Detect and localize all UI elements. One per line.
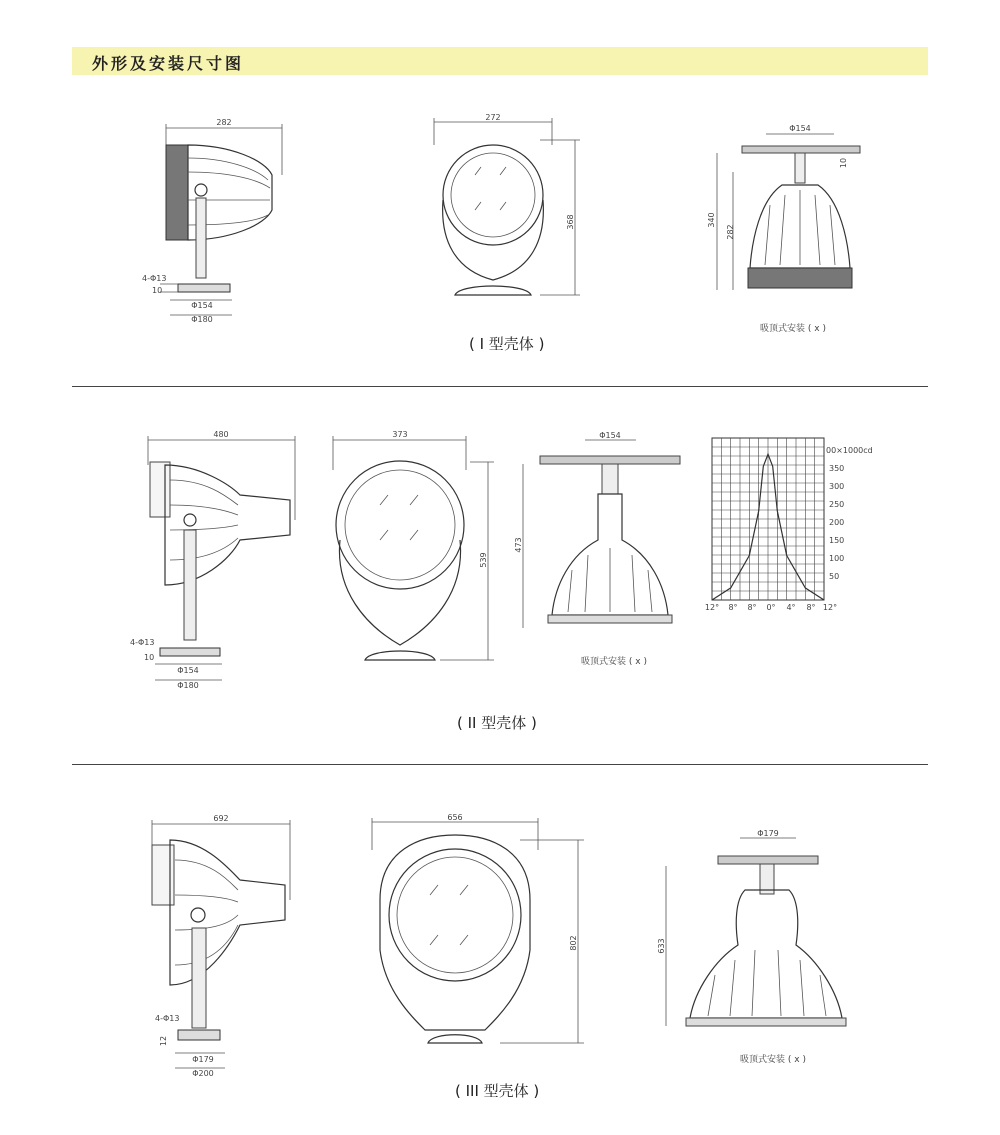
type2-ceiling-view bbox=[514, 431, 680, 628]
dim-width: 656 bbox=[447, 813, 463, 822]
light-distribution-chart bbox=[705, 438, 873, 612]
y-tick-label: 300 bbox=[829, 482, 845, 491]
y-tick-label: 100 bbox=[829, 554, 845, 563]
type3-side-view bbox=[152, 814, 290, 1078]
dim-outer-dia: Φ180 bbox=[177, 681, 199, 690]
dim-bolts: 4-Φ13 bbox=[155, 1014, 180, 1023]
type2-caption: ( II 型壳体 ) bbox=[457, 714, 537, 732]
type1-caption: ( I 型壳体 ) bbox=[469, 335, 545, 353]
x-tick-label: 8° bbox=[806, 603, 816, 612]
dim-thickness: 10 bbox=[144, 653, 155, 662]
type2-front-view bbox=[333, 430, 494, 660]
type1-ceiling-caption: 吸顶式安装 ( x ) bbox=[760, 324, 826, 334]
page-title: 外形及安装尺寸图 bbox=[92, 54, 245, 73]
dim-total-height: 340 bbox=[707, 212, 716, 228]
x-tick-label: 4° bbox=[786, 603, 796, 612]
x-tick-label: 0° bbox=[766, 603, 776, 612]
dim-width: 272 bbox=[485, 113, 501, 122]
type3-ceiling-caption: 吸顶式安装 ( x ) bbox=[740, 1055, 806, 1065]
dim-thickness: 12 bbox=[159, 1035, 168, 1047]
type1-ceiling-view bbox=[707, 124, 860, 290]
dim-inner-dia: Φ154 bbox=[177, 666, 199, 675]
dim-width: 692 bbox=[213, 814, 229, 823]
dim-total-height: 633 bbox=[657, 938, 666, 954]
dim-outer-dia: Φ200 bbox=[192, 1069, 214, 1078]
dim-total-height: 473 bbox=[514, 537, 523, 553]
type1-side-view bbox=[142, 118, 282, 324]
dim-thickness: 10 bbox=[152, 286, 163, 295]
x-tick-label: 12° bbox=[704, 603, 720, 612]
type3-front-view bbox=[372, 813, 584, 1043]
dim-plate-thick: 10 bbox=[839, 157, 848, 169]
dim-bolts: 4-Φ13 bbox=[142, 274, 167, 283]
chart-unit-label: 00×1000cd bbox=[826, 446, 873, 455]
dim-inner-dia: Φ154 bbox=[191, 301, 213, 310]
dim-height: 539 bbox=[479, 552, 488, 568]
dim-plate-dia: Φ154 bbox=[599, 431, 621, 440]
y-tick-label: 350 bbox=[829, 464, 845, 473]
y-tick-label: 50 bbox=[829, 572, 840, 581]
dim-width: 373 bbox=[392, 430, 408, 439]
dim-bolts: 4-Φ13 bbox=[130, 638, 155, 647]
dim-height: 368 bbox=[566, 214, 575, 230]
dim-plate-dia: Φ179 bbox=[757, 829, 779, 838]
dim-outer-dia: Φ180 bbox=[191, 315, 213, 324]
type3-ceiling-view bbox=[657, 829, 846, 1026]
x-tick-label: 8° bbox=[747, 603, 757, 612]
y-tick-label: 150 bbox=[829, 536, 845, 545]
type3-caption: ( III 型壳体 ) bbox=[455, 1082, 540, 1100]
dim-height: 802 bbox=[569, 935, 578, 951]
dim-width: 282 bbox=[216, 118, 232, 127]
x-tick-label: 12° bbox=[822, 603, 838, 612]
dim-body-height: 282 bbox=[726, 224, 735, 240]
dim-width: 480 bbox=[213, 430, 229, 439]
y-tick-label: 250 bbox=[829, 500, 845, 509]
y-tick-label: 200 bbox=[829, 518, 845, 527]
x-tick-label: 8° bbox=[728, 603, 738, 612]
type1-front-view bbox=[434, 113, 580, 295]
dim-plate-dia: Φ154 bbox=[789, 124, 811, 133]
type2-ceiling-caption: 吸顶式安装 ( x ) bbox=[581, 657, 647, 667]
type2-side-view bbox=[130, 430, 295, 690]
dim-inner-dia: Φ179 bbox=[192, 1055, 214, 1064]
